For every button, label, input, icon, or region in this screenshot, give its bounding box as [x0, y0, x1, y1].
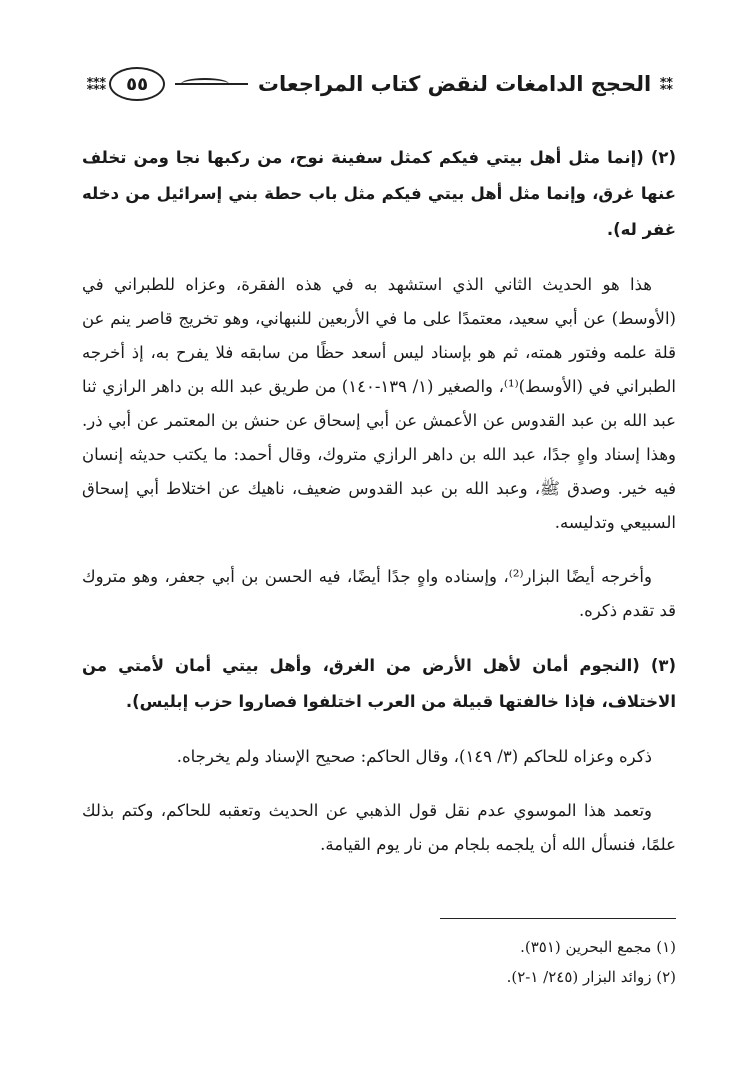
footnotes — [82, 932, 676, 992]
hadith-3-commentary: وتعمد هذا الموسوي عدم نقل قول الذهبي عن الحديث وتعقبه للحاكم، وكتم بذلك علمًا، فنسأل الله أن يلجمه بلجام من نار يوم القيامة. — [82, 801, 676, 854]
header-ornament-right: ⁑⁑ — [659, 74, 672, 94]
header-divider — [175, 83, 248, 85]
hadith-3-source: ذكره وعزاه للحاكم (٣/ ١٤٩)، وقال الحاكم: صحيح الإسناد ولم يخرجاه. — [176, 747, 652, 766]
page-number: ٥٥ — [109, 67, 165, 101]
footnote-divider — [440, 918, 676, 919]
header-ornament-left: ⁑⁑⁑ — [86, 74, 106, 94]
hadith-2-text: (٢) (إنما مثل أهل بيتي فيكم كمثل سفينة نوح، من ركبها نجا ومن تخلف عنها غرق، وإنما مثل أهل بيتي فيكم مثل باب حطة بني إسرائيل من دخله غفر له). — [82, 148, 676, 239]
page-body — [82, 140, 676, 882]
footnote-2: (٢) زوائد البزار (٢٤٥/ ١-٢). — [506, 968, 676, 986]
hadith-2-commentary: هذا هو الحديث الثاني الذي استشهد به في هذه الفقرة، وعزاه للطبراني في (الأوسط) عن أبي سعيد، معتمدًا على ما في الأربعين للنبهاني، وهو تخريج قاصر ينم عن قلة علمه وفتور همته، ثم هو بإسناد ليس أسعد حظًا من سابقه فلا يفرح به، إذ أخرجه الطبراني في (الأوسط)⁽¹⁾، والصغير (١/ ١٣٩-١٤٠) من طريق عبد الله بن داهر الرازي ثنا عبد الله بن عبد القدوس عن الأعمش عن أبي إسحاق عن حنش بن المعتمر عن أبي ذر. وهذا إسناد واهٍ جدًا، عبد الله بن داهر الرازي متروك، وقال أحمد: ما يكتب حديثه إنسان فيه خير. وصدق ﷺ، وعبد الله بن عبد القدوس ضعيف، ناهيك عن اختلاط أبي إسحاق السبيعي وتدليسه. — [82, 275, 676, 532]
hadith-3-text: (٣) (النجوم أمان لأهل الأرض من الغرق، وأهل بيتي أمان لأمتي من الاختلاف، فإذا خالفتها قبيلة من العرب اختلفوا فصاروا حزب إبليس). — [82, 656, 676, 711]
page-header — [82, 64, 676, 104]
footnote-1: (١) مجمع البحرين (٣٥١). — [520, 938, 676, 956]
book-title: الحجج الدامغات لنقض كتاب المراجعات — [257, 72, 652, 96]
hadith-2-bazzar-note: وأخرجه أيضًا البزار⁽²⁾، وإسناده واهٍ جدًا أيضًا، فيه الحسن بن أبي جعفر، وهو متروك قد تقدم ذكره. — [82, 567, 676, 620]
